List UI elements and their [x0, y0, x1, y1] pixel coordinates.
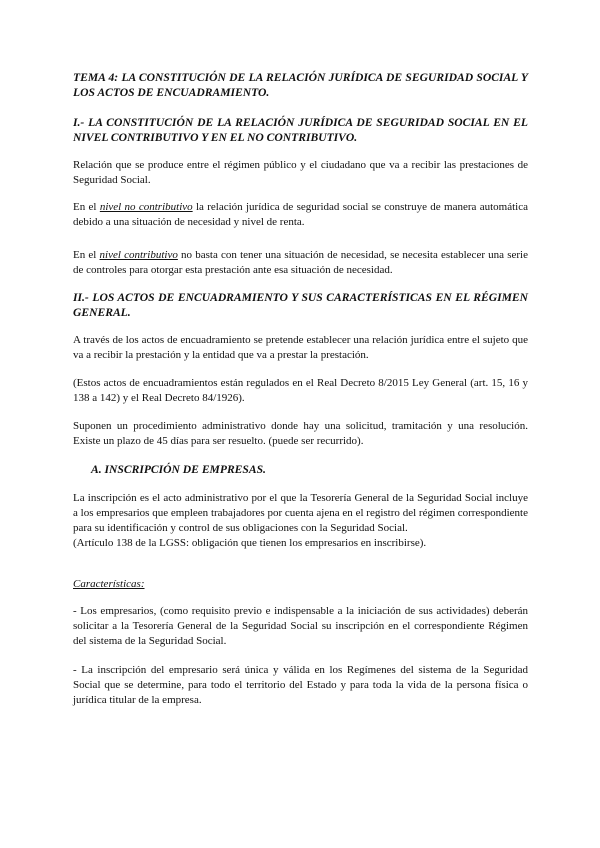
section2-paragraph-1: A través de los actos de encuadramiento se pretende establecer una relación jurídica entre el sujeto que va a recibir la prestación y la entidad que va a prestar la prestación. — [73, 334, 528, 361]
nivel-contributivo-term: nivel contributivo — [99, 249, 178, 261]
subsection-a-title: A. INSCRIPCIÓN DE EMPRESAS. — [91, 463, 266, 476]
section2-paragraph-3: Suponen un procedimiento administrativo donde hay una solicitud, tramitación y una resolución. Existe un plazo de 45 días para ser resuelto. (puede ser recurrido). — [73, 420, 528, 447]
caracteristicas-heading: Características: — [73, 578, 145, 590]
nivel-no-contributivo-term: nivel no contributivo — [99, 201, 193, 213]
section1-paragraph-3: En el nivel contributivo no basta con tener una situación de necesidad, se necesita establecer una serie de controles para otorgar esta prestación ante esa situación de necesidad. — [73, 249, 528, 276]
caracteristica-1: - Los empresarios, (como requisito previo e indispensable a la iniciación de sus actividades) deberán solicitar a la Tesorería General de la Seguridad Social su inscripción en el correspondiente Régimen del sistema de la Seguridad Social. — [73, 605, 528, 647]
tema-title: TEMA 4: LA CONSTITUCIÓN DE LA RELACIÓN JURÍDICA DE SEGURIDAD SOCIAL Y LOS ACTOS DE ENCUADRAMIENTO. — [73, 71, 528, 99]
section1-paragraph-1: Relación que se produce entre el régimen público y el ciudadano que va a recibir las prestaciones de Seguridad Social. — [73, 159, 528, 186]
section2-title: II.- LOS ACTOS DE ENCUADRAMIENTO Y SUS CARACTERÍSTICAS EN EL RÉGIMEN GENERAL. — [73, 291, 528, 319]
section1-title: I.- LA CONSTITUCIÓN DE LA RELACIÓN JURÍDICA DE SEGURIDAD SOCIAL EN EL NIVEL CONTRIBUTIVO Y EN EL NO CONTRIBUTIVO. — [73, 116, 528, 144]
section2-paragraph-2: (Estos actos de encuadramientos están regulados en el Real Decreto 8/2015 Ley General (art. 15, 16 y 138 a 142) y el Real Decreto 84/1926). — [73, 377, 528, 404]
section1-paragraph-2: En el nivel no contributivo la relación jurídica de seguridad social se construye de manera automática debido a una situación de necesidad y nivel de renta. — [73, 201, 528, 228]
inscripcion-paragraph: La inscripción es el acto administrativo por el que la Tesorería General de la Seguridad Social incluye a los empresarios que empleen trabajadores por cuenta ajena en el registro del régimen correspondiente para su identificación y control de sus obligaciones con la Seguridad Social. (Artículo 138 de la LGSS: obligación que tienen los empresarios en inscribirse). — [73, 492, 528, 549]
caracteristica-2: - La inscripción del empresario será única y válida en los Regímenes del sistema de la Seguridad Social que se determine, para todo el territorio del Estado y para toda la vida de la persona física o jurídica titular de la empresa. — [73, 664, 528, 706]
